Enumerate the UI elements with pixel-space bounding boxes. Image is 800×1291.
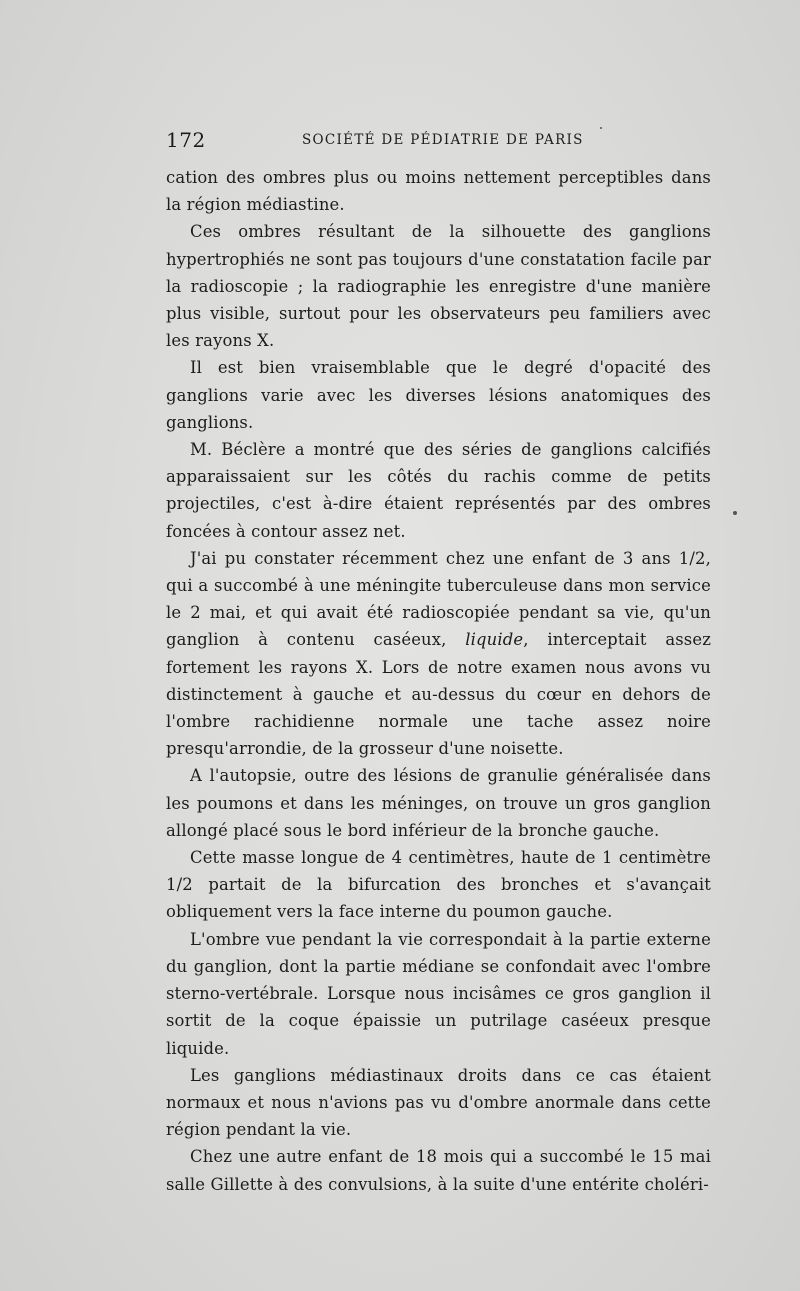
paragraph-2: Ces ombres résultant de la silhouette des ganglions hypertrophiés ne sont pas toujours d'une constatation facile par la radioscopie ; la radiographie les enregistre d'une manière plus visible, surtout pour les observateurs peu familiers avec les rayons X. [166, 222, 711, 351]
paragraph-5-emphasis: liquide [465, 630, 524, 650]
paragraph-5-text-before: J'ai pu constater récemment chez une enfant de 3 ans 1/2, qui a succombé à une méningite tuberculeuse dans mon service le 2 mai, et qui avait été radioscopiée pendant sa vie, qu'un ganglion à contenu caséeux, [166, 548, 711, 650]
page-header [166, 128, 711, 152]
paragraph-10: Chez une autre enfant de 18 mois qui a succombé le 15 mai salle Gillette à des convulsions, à la suite d'une entérite choléri- [166, 1147, 711, 1194]
paper-speck [600, 127, 602, 129]
paper-speck [733, 511, 737, 515]
page-number: 172 [166, 128, 206, 152]
paragraph-9: Les ganglions médiastinaux droits dans ce cas étaient normaux et nous n'avions pas vu d'ombre anormale dans cette région pendant la vie. [166, 1065, 711, 1140]
paragraph-5-text-after: , interceptait assez fortement les rayons X. Lors de notre examen nous avons vu distinctement à gauche et au-dessus du cœur en dehors de l'ombre rachidienne normale une tache assez noire presqu'arrondie, de la grosseur d'une noisette. [166, 630, 711, 759]
paragraph-5 [166, 545, 711, 763]
paragraph-3: Il est bien vraisemblable que le degré d'opacité des ganglions varie avec les diverses lésions anatomiques des ganglions. [166, 358, 711, 432]
paragraph-6: A l'autopsie, outre des lésions de granulie généralisée dans les poumons et dans les méninges, on trouve un gros ganglion allongé placé sous le bord inférieur de la bronche gauche. [166, 766, 711, 840]
paragraph-1: cation des ombres plus ou moins nettement perceptibles dans la région médiastine. [166, 168, 711, 215]
paragraph-4: M. Béclère a montré que des séries de ganglions calcifiés apparaissaient sur les côtés du rachis comme de petits projectiles, c'est à-dire étaient représentés par des ombres foncées à contour assez net. [166, 440, 711, 541]
running-title: SOCIÉTÉ DE PÉDIATRIE DE PARIS [302, 132, 584, 148]
paragraph-8: L'ombre vue pendant la vie correspondait à la partie externe du ganglion, dont la partie médiane se confondait avec l'ombre sterno-vertébrale. Lorsque nous incisâmes ce gros ganglion il sortit de la coque épaissie un putrilage caséeux presque liquide. [166, 929, 711, 1058]
paragraph-7: Cette masse longue de 4 centimètres, haute de 1 centimètre 1/2 partait de la bifurcation des bronches et s'avançait obliquement vers la face interne du poumon gauche. [166, 848, 711, 922]
body-text [166, 164, 711, 1198]
